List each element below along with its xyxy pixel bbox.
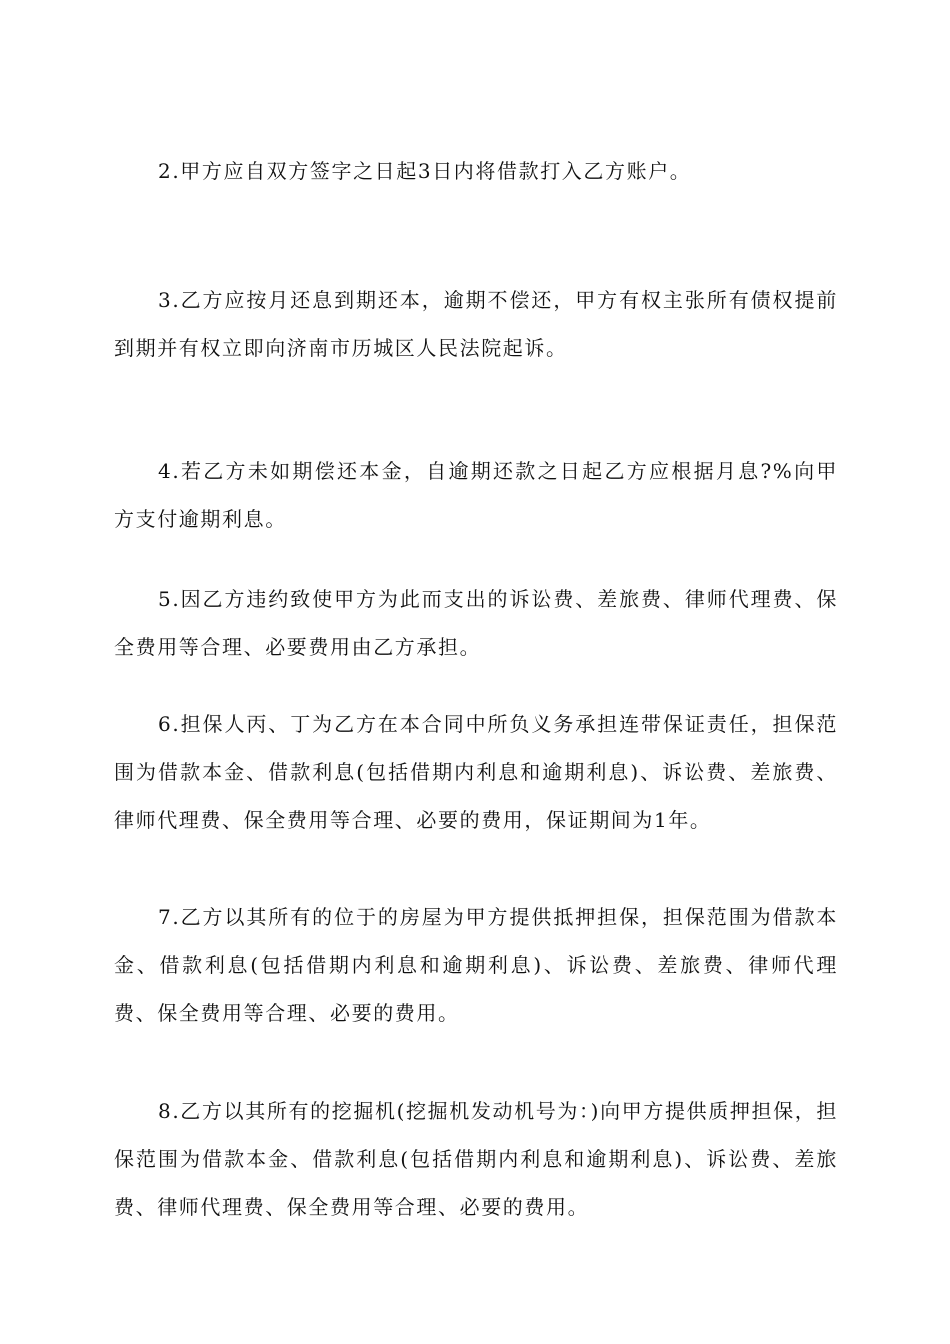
clause-4: 4.若乙方未如期偿还本金，自逾期还款之日起乙方应根据月息?%向甲方支付逾期利息。 [114, 459, 838, 531]
clause-5: 5.因乙方违约致使甲方为此而支出的诉讼费、差旅费、律师代理费、保全费用等合理、必要费用由乙方承担。 [114, 587, 838, 659]
clause-8: 8.乙方以其所有的挖掘机(挖掘机发动机号为：)向甲方提供质押担保，担保范围为借款本金、借款利息(包括借期内利息和逾期利息)、诉讼费、差旅费、律师代理费、保全费用等合理、必要的费用。 [114, 1099, 838, 1219]
clause-2: 2.甲方应自双方签字之日起3日内将借款打入乙方账户。 [158, 159, 692, 183]
clause-3: 3.乙方应按月还息到期还本，逾期不偿还，甲方有权主张所有债权提前到期并有权立即向济南市历城区人民法院起诉。 [114, 288, 838, 360]
clause-6: 6.担保人丙、丁为乙方在本合同中所负义务承担连带保证责任，担保范围为借款本金、借款利息(包括借期内利息和逾期利息)、诉讼费、差旅费、律师代理费、保全费用等合理、必要的费用，保证期间为1年。 [114, 712, 838, 832]
clause-7: 7.乙方以其所有的位于的房屋为甲方提供抵押担保，担保范围为借款本金、借款利息(包括借期内利息和逾期利息)、诉讼费、差旅费、律师代理费、保全费用等合理、必要的费用。 [114, 905, 838, 1025]
